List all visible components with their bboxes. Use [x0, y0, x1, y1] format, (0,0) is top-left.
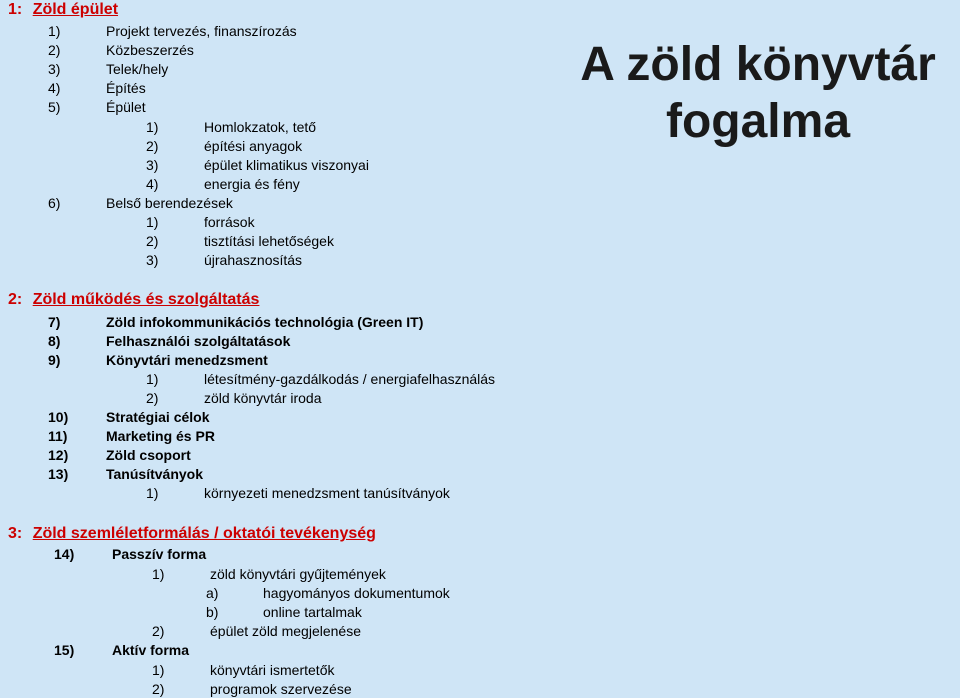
- list-item-text: programok szervezése: [210, 681, 352, 697]
- list-item-number: 1): [146, 485, 159, 501]
- list-item-text: újrahasznosítás: [204, 252, 303, 268]
- list-item-number: 12): [48, 447, 69, 463]
- list-item-text: zöld könyvtár iroda: [204, 390, 322, 406]
- list-item-text: online tartalmak: [263, 604, 362, 620]
- list-item-text: Projekt tervezés, finanszírozás: [106, 23, 297, 39]
- list-item-text: Zöld infokommunikációs technológia (Green IT): [106, 314, 424, 330]
- list-item-text: tisztítási lehetőségek: [204, 233, 334, 249]
- list-item-text: Marketing és PR: [106, 428, 215, 444]
- list-item-text: energia és fény: [204, 176, 300, 192]
- section-3-title: Zöld szemléletformálás / oktatói tevékenység: [32, 525, 376, 542]
- list-item-text: források: [204, 214, 255, 230]
- list-item-number: 4): [146, 176, 159, 192]
- list-item-number: 7): [48, 314, 61, 330]
- list-item-number: 11): [48, 428, 68, 444]
- list-item-text: Homlokzatok, tető: [204, 119, 317, 135]
- list-item-text: Stratégiai célok: [106, 409, 210, 425]
- list-item-number: 2): [152, 681, 165, 697]
- list-item-number: 3): [146, 157, 159, 173]
- list-item-text: hagyományos dokumentumok: [263, 585, 450, 601]
- list-item-number: 2): [146, 138, 159, 154]
- list-item-text: zöld könyvtári gyűjtemények: [210, 566, 386, 582]
- list-item-number: 1): [146, 119, 159, 135]
- list-item-text: Könyvtári menedzsment: [106, 352, 268, 368]
- list-item-text: épület zöld megjelenése: [210, 623, 361, 639]
- section-1-heading: [8, 0, 118, 20]
- slide-title: [558, 36, 958, 150]
- list-item-text: Közbeszerzés: [106, 42, 194, 58]
- list-item-text: környezeti menedzsment tanúsítványok: [204, 485, 450, 501]
- section-3-number: 3:: [8, 525, 23, 542]
- list-item-number: 4): [48, 80, 61, 96]
- list-item-number: 2): [152, 623, 165, 639]
- list-item-text: Telek/hely: [106, 61, 169, 77]
- list-item-number: 6): [48, 195, 61, 211]
- list-item-number: 14): [54, 546, 75, 562]
- slide-title-line2: fogalma: [665, 95, 851, 148]
- section-2-heading: [8, 290, 259, 310]
- list-item-text: Építés: [106, 80, 146, 96]
- list-item-number: 3): [48, 61, 61, 77]
- list-item-number: 1): [152, 662, 165, 678]
- list-item-number: 3): [146, 252, 159, 268]
- list-item-text: építési anyagok: [204, 138, 303, 154]
- list-item-number: 2): [146, 390, 159, 406]
- list-item-number: 1): [146, 214, 159, 230]
- list-item-number: 13): [48, 466, 69, 482]
- list-item-number: 10): [48, 409, 69, 425]
- list-item-text: Épület: [106, 99, 146, 115]
- section-1-number: 1:: [8, 1, 23, 18]
- section-2-number: 2:: [8, 291, 23, 308]
- list-item-number: 1): [152, 566, 165, 582]
- list-item-number: 9): [48, 352, 61, 368]
- list-item-text: Passzív forma: [112, 546, 207, 562]
- list-item-text: Aktív forma: [112, 642, 190, 658]
- list-item-text: Tanúsítványok: [106, 466, 203, 482]
- list-item-number: 2): [146, 233, 159, 249]
- list-item-number: 1): [48, 23, 61, 39]
- list-item-text: Belső berendezések: [106, 195, 233, 211]
- list-item-text: Zöld csoport: [106, 447, 191, 463]
- section-1-title: Zöld épület: [32, 1, 119, 18]
- list-item-number: 5): [48, 99, 61, 115]
- list-item-number: a): [206, 585, 219, 601]
- slide-title-line1: A zöld könyvtár: [580, 38, 936, 91]
- section-2-title: Zöld működés és szolgáltatás: [32, 291, 260, 308]
- list-item-text: létesítmény-gazdálkodás / energiafelhasználás: [204, 371, 496, 387]
- list-item-number: 8): [48, 333, 61, 349]
- list-item-number: 15): [54, 642, 75, 658]
- section-3-heading: [8, 524, 376, 544]
- list-item-text: Felhasználói szolgáltatások: [106, 333, 291, 349]
- list-item-text: könyvtári ismertetők: [210, 662, 335, 678]
- list-item-number: 2): [48, 42, 61, 58]
- list-item-text: épület klimatikus viszonyai: [204, 157, 369, 173]
- list-item-number: 1): [146, 371, 159, 387]
- list-item-number: b): [206, 604, 219, 620]
